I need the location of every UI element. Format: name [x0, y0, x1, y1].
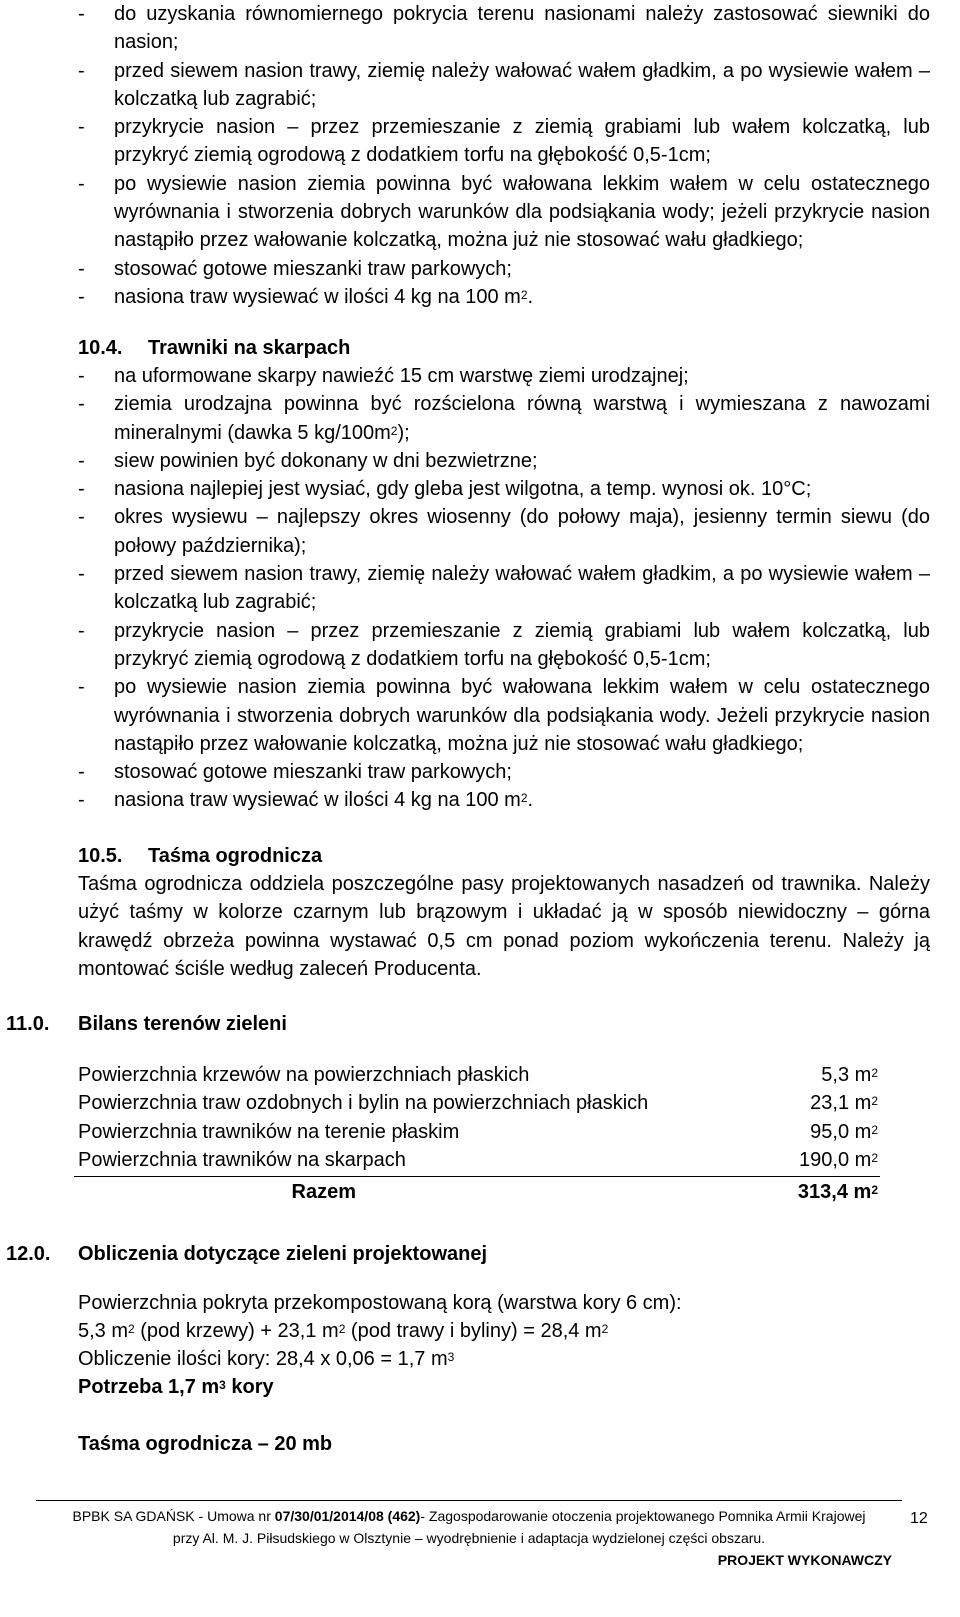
- page-number: 12: [910, 1510, 928, 1527]
- superscript: 2: [390, 423, 398, 438]
- calc-line: Powierzchnia pokryta przekompostowaną korą (warstwa kory 6 cm):: [78, 1292, 682, 1314]
- list-item-tail: );: [397, 421, 410, 444]
- list-item-tail: .: [527, 789, 534, 812]
- section-number: 12.0.: [6, 1243, 51, 1265]
- table-cell-value: 190,0 $m^2$: [799, 1148, 878, 1171]
- list-item: - przed siewem nasion trawy, ziemię należy wałować wałem gładkim, a po wysiewie wałem – kolczatką lub zagrabić;: [78, 57, 930, 114]
- section-heading-12-0: [6, 1240, 487, 1268]
- list-item: [78, 283, 930, 311]
- list-item: - stosować gotowe mieszanki traw parkowych;: [78, 758, 930, 786]
- footer-divider: [36, 1500, 902, 1501]
- table-cell-label: Powierzchnia trawników na skarpach: [78, 1148, 406, 1171]
- table-row: [78, 1146, 878, 1174]
- list-item: [78, 786, 930, 814]
- list-item: - przykrycie nasion – przez przemieszanie z ziemią grabiami lub wałem kolczatką, lub przykryć ziemią ogrodową z dodatkiem torfu na głębokość 0,5-1cm;: [78, 617, 930, 674]
- list-item: - siew powinien być dokonany w dni bezwietrzne;: [78, 447, 930, 475]
- total-label: Razem: [291, 1181, 356, 1203]
- list-item: - do uzyskania równomiernego pokrycia terenu nasionami należy zastosować siewniki do nasion;: [78, 0, 930, 57]
- table-cell-value: 23,1 $m^2$: [810, 1092, 878, 1115]
- table-row: [78, 1118, 878, 1146]
- table-cell-value: 95,0 $m^2$: [810, 1120, 878, 1143]
- section-heading-10-4: [78, 334, 350, 362]
- table-cell-label: Powierzchnia krzewów na powierzchniach płaskich: [78, 1064, 530, 1086]
- list-item: [78, 390, 930, 447]
- list-item: - po wysiewie nasion ziemia powinna być wałowana lekkim wałem w celu ostatecznego wyrównania i stworzenia dobrych warunków dla podsiąkania wody; jeżeli przykrycie nasion nastąpiło przez wałowanie kolczatką, można już nie stosować wału gładkiego;: [78, 170, 930, 255]
- footer-line-1: BPBK SA GDAŃSK - Umowa nr 07/30/01/2014/08 (462)- Zagospodarowanie otoczenia projektowanego Pomnika Armii Krajowej: [72, 1508, 866, 1524]
- tape-amount: Taśma ogrodnicza – 20 mb: [78, 1433, 333, 1455]
- list-item: - nasiona najlepiej jest wysiać, gdy gleba jest wilgotna, a temp. wynosi ok. 10°C;: [78, 475, 930, 503]
- total-value: 313,4 $m^2$: [797, 1181, 878, 1203]
- calc-line: Obliczenie ilości kory: 28,4 x 0,06 = 1,7 $m^3$: [78, 1348, 455, 1370]
- section-number: 11.0.: [6, 1013, 50, 1035]
- list-item: - na uformowane skarpy nawieźć 15 cm warstwę ziemi urodzajnej;: [78, 362, 930, 390]
- list-item: - przed siewem nasion trawy, ziemię należy wałować wałem gładkim, a po wysiewie wałem – kolczatką lub zagrabić;: [78, 560, 930, 617]
- table-row: [78, 1089, 878, 1117]
- section-number: 10.4.: [78, 337, 123, 359]
- superscript: 2: [520, 287, 528, 302]
- table-divider: [74, 1176, 880, 1177]
- section-title: Trawniki na skarpach: [148, 337, 351, 359]
- section-number: 10.5.: [78, 845, 123, 867]
- balance-table: [78, 1061, 878, 1174]
- calc-line: 5,3 $m^2$ (pod krzewy) + 23,1 $m^2$ (pod trawy i byliny) = 28,4 $m^2$: [78, 1320, 609, 1342]
- table-row: [78, 1061, 878, 1089]
- footer-line-3: PROJEKT WYKONAWCZY: [717, 1552, 892, 1568]
- table-total-row: [78, 1178, 878, 1206]
- table-cell-value: 5,3 $m^2$: [821, 1064, 878, 1086]
- section-10-4-list: [78, 362, 930, 815]
- section-title: Obliczenia dotyczące zieleni projektowanej: [78, 1243, 488, 1265]
- footer-line-2: przy Al. M. J. Piłsudskiego w Olsztynie – wyodrębnienie i adaptacja wydzielonej części obszaru.: [172, 1530, 766, 1546]
- section-heading-10-5: [78, 842, 322, 870]
- list-item: - przykrycie nasion – przez przemieszanie z ziemią grabiami lub wałem kolczatką, lub przykryć ziemią ogrodową z dodatkiem torfu na głębokość 0,5-1cm;: [78, 113, 930, 170]
- list-item: - po wysiewie nasion ziemia powinna być wałowana lekkim wałem w celu ostatecznego wyrównania i stworzenia dobrych warunków dla podsiąkania wody. Jeżeli przykrycie nasion nastąpiło przez wałowanie kolczatką, można już nie stosować wału gładkiego;: [78, 673, 930, 758]
- section-title: Bilans terenów zieleni: [78, 1013, 287, 1035]
- list-item: - stosować gotowe mieszanki traw parkowych;: [78, 255, 930, 283]
- list-item-text: nasiona traw wysiewać w ilości 4 kg na 100 m: [114, 285, 521, 308]
- list-item-text: ziemia urodzajna powinna być rozścielona równą warstwą i wymieszana z nawozami mineralnymi (dawka 5 kg/100m: [114, 393, 930, 444]
- superscript: 2: [520, 791, 528, 806]
- section-title: Taśma ogrodnicza: [148, 845, 323, 867]
- section-10-5-paragraph: Taśma ogrodnicza oddziela poszczególne pasy projektowanych nasadzeń od trawnika. Należy użyć taśmy w kolorze czarnym lub brązowym i układać ją w sposób niewidoczny – górna krawędź obrzeża powinna wystawać 0,5 cm ponad poziom wykończenia terenu. Należy ją montować ściśle według zaleceń Producenta.: [78, 873, 930, 980]
- list-item-text: nasiona traw wysiewać w ilości 4 kg na 100 m: [114, 789, 521, 812]
- table-cell-label: Powierzchnia traw ozdobnych i bylin na powierzchniach płaskich: [78, 1092, 649, 1115]
- section-heading-11-0: [6, 1010, 287, 1038]
- list-item: - okres wysiewu – najlepszy okres wiosenny (do połowy maja), jesienny termin siewu (do połowy października);: [78, 503, 930, 560]
- table-cell-label: Powierzchnia trawników na terenie płaskim: [78, 1120, 460, 1143]
- calc-result: Potrzeba 1,7 $m^3$ kory: [78, 1376, 274, 1398]
- intro-list: [78, 0, 930, 311]
- list-item-tail: .: [527, 285, 534, 308]
